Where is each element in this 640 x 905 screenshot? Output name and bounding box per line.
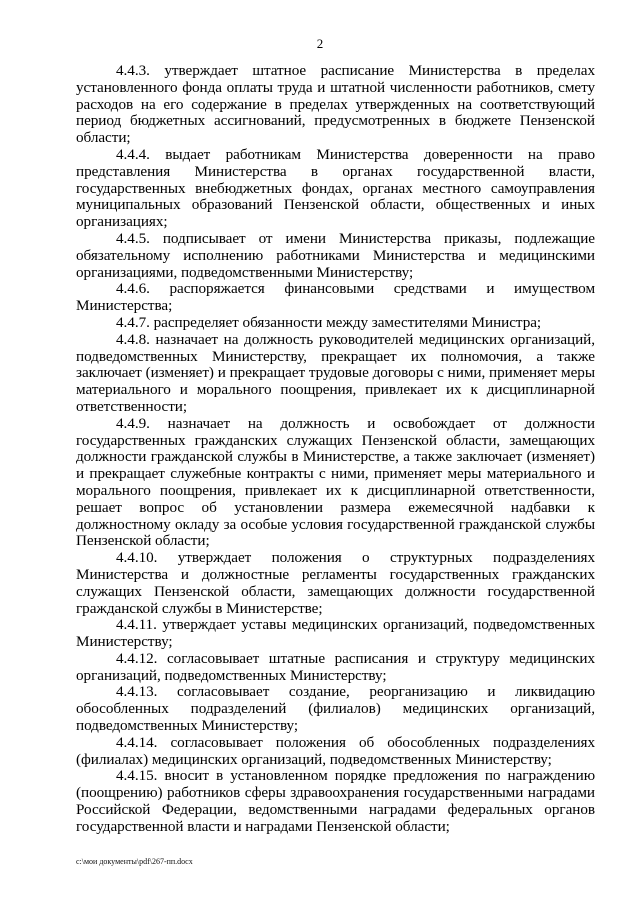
paragraph-text: распоряжается финансовыми средствами и имуществом Министерства; — [76, 280, 596, 315]
paragraph-text: согласовывает положения об обособленных подразделениях (филиалах) медицинских организаций, подведомственных Министерству; — [76, 733, 595, 768]
paragraph-4-4-12 — [76, 651, 595, 685]
paragraph-number: 4.4.5. — [116, 229, 150, 247]
paragraph-number: 4.4.15. — [116, 767, 158, 785]
paragraph-number: 4.4.14. — [116, 733, 158, 751]
page-number: 2 — [316, 36, 324, 51]
paragraph-4-4-5 — [76, 231, 595, 281]
paragraph-number: 4.4.13. — [116, 683, 158, 701]
paragraph-number: 4.4.12. — [116, 649, 158, 667]
footer-file-path: c:\мои документы\pdf\267-пп.docx — [76, 857, 193, 866]
paragraph-text: утверждает уставы медицинских организаций, подведомственных Министерству; — [76, 616, 596, 651]
paragraph-text: утверждает положения о структурных подразделениях Министерства и должностные регламенты государственных гражданских служащих Пензенской области, замещающих должности государственной гражданской службы в Министерстве; — [76, 549, 595, 617]
paragraph-4-4-14 — [76, 735, 595, 769]
paragraph-text: выдает работникам Министерства доверенности на право представления Министерства в органах государственной власти, государственных внебюджетных фондах, органах местного самоуправления муниципальных образований Пензенской области, общественных и иных организациях; — [76, 145, 595, 231]
paragraph-4-4-3 — [76, 63, 595, 147]
paragraph-number: 4.4.3. — [116, 62, 150, 79]
paragraph-number: 4.4.10. — [116, 549, 158, 567]
paragraph-number: 4.4.6. — [116, 280, 150, 298]
paragraph-4-4-15 — [76, 768, 595, 835]
paragraph-4-4-9 — [76, 416, 595, 550]
paragraph-4-4-8 — [76, 332, 595, 416]
paragraph-text: вносит в установленном порядке предложения по награждению (поощрению) работников сферы здравоохранения государственными наградами Российской Федерации, ведомственными наградами федеральных органов государственной власти и наградами Пензенской области; — [76, 767, 595, 835]
paragraph-text: распределяет обязанности между заместителями Министра; — [153, 313, 542, 331]
paragraph-number: 4.4.4. — [116, 145, 150, 163]
paragraph-number: 4.4.7. — [116, 313, 150, 331]
paragraph-4-4-4 — [76, 147, 595, 231]
paragraph-4-4-10 — [76, 550, 595, 617]
paragraph-number: 4.4.9. — [116, 414, 150, 432]
paragraph-4-4-13 — [76, 684, 595, 734]
paragraph-text: согласовывает создание, реорганизацию и ликвидацию обособленных подразделений (филиалов) медицинских организаций, подведомственных Министерству; — [76, 683, 595, 735]
paragraph-text: согласовывает штатные расписания и структуру медицинских организаций, подведомственных Министерству; — [76, 649, 596, 684]
paragraph-4-4-7 — [76, 315, 595, 332]
paragraph-text: утверждает штатное расписание Министерства в пределах установленного фонда оплаты труда и штатной численности работников, смету расходов на его содержание в пределах утвержденных на соответствующий период бюджетных ассигнований, предусмотренных в бюджете Пензенской области; — [76, 62, 595, 147]
paragraph-number: 4.4.8. — [116, 330, 150, 348]
paragraph-4-4-6 — [76, 281, 595, 315]
document-body — [76, 63, 595, 836]
paragraph-text: подписывает от имени Министерства приказы, подлежащие обязательному исполнению работниками Министерства и медицинскими организациями, подведомственными Министерству; — [76, 229, 595, 281]
paragraph-number: 4.4.11. — [116, 616, 157, 634]
paragraph-text: назначает на должность руководителей медицинских организаций, подведомственных Министерству, прекращает их полномочия, а также заключает (изменяет) и прекращает трудовые договоры с ними, применяет меры материального и морального поощрения, привлекает их к дисциплинарной ответственности; — [76, 330, 595, 415]
paragraph-4-4-11 — [76, 617, 595, 651]
paragraph-text: назначает на должность и освобождает от должности государственных гражданских служащих Пензенской области, замещающих должности гражданской службы в Министерстве, а также заключает (изменяет) и прекращает служебные контракты с ними, применяет меры материального и морального поощрения, привлекает их к дисциплинарной ответственности, решает вопрос об установлении размера ежемесячной надбавки к должностному окладу за особые условия государственной гражданской службы Пензенской области; — [76, 414, 596, 550]
